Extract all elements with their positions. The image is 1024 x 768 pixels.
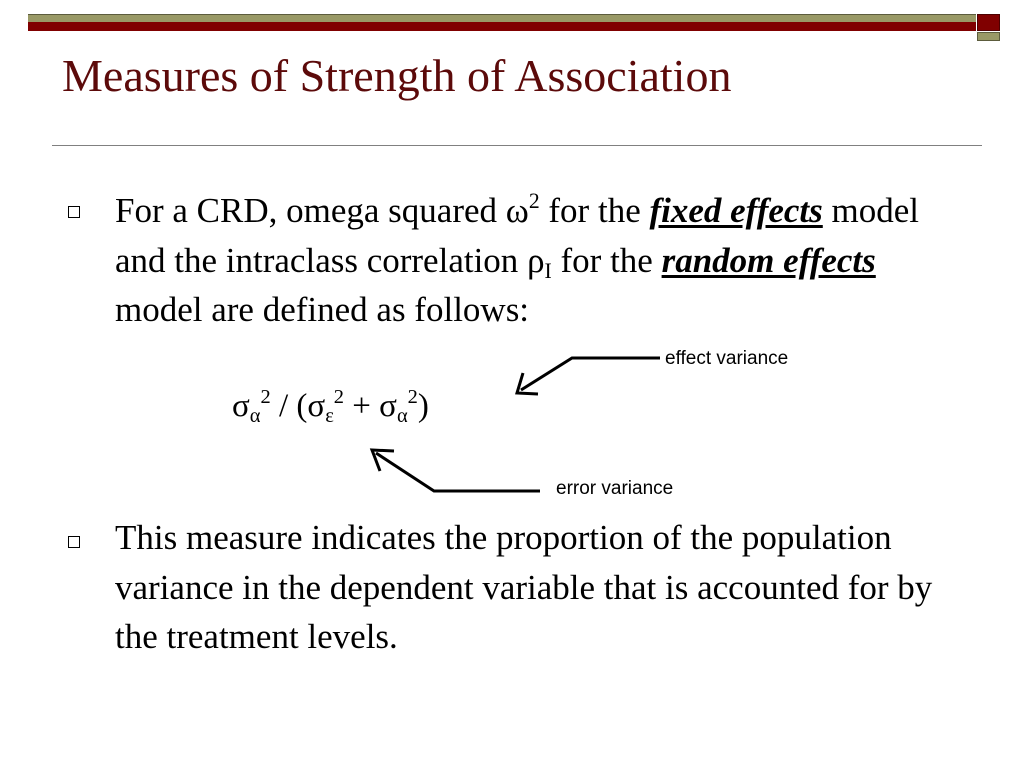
error-variance-arrow (376, 453, 540, 491)
rho-symbol: ρ (527, 240, 545, 280)
omega-symbol: ω (505, 191, 529, 230)
effect-variance-label: effect variance (665, 348, 789, 369)
effect-variance-arrowhead (517, 373, 538, 394)
random-effects-term: random effects (661, 240, 876, 280)
effect-variance-arrow (521, 358, 660, 390)
fixed-effects-term: fixed effects (649, 191, 823, 230)
bullet-2-square-icon (68, 536, 80, 548)
bullet-2-text: This measure indicates the proportion of the population variance in the dependent variable that is accounted for by the treatment levels. (115, 518, 933, 656)
variance-ratio-formula: $\sigma_\alpha^2 / (\sigma_\varepsilon^2 + \sigma_\alpha^2)$ (232, 385, 429, 427)
slide-title: Measures of Strength of Association (62, 50, 732, 101)
error-variance-label: error variance (556, 478, 674, 499)
error-variance-arrowhead (372, 450, 394, 471)
bullet-1-text: For a CRD, omega squared $\omega^2$ for the fixed effects model and the intraclass correlation $\rho_I$ for the random effects model are defined as follows: (115, 188, 920, 329)
